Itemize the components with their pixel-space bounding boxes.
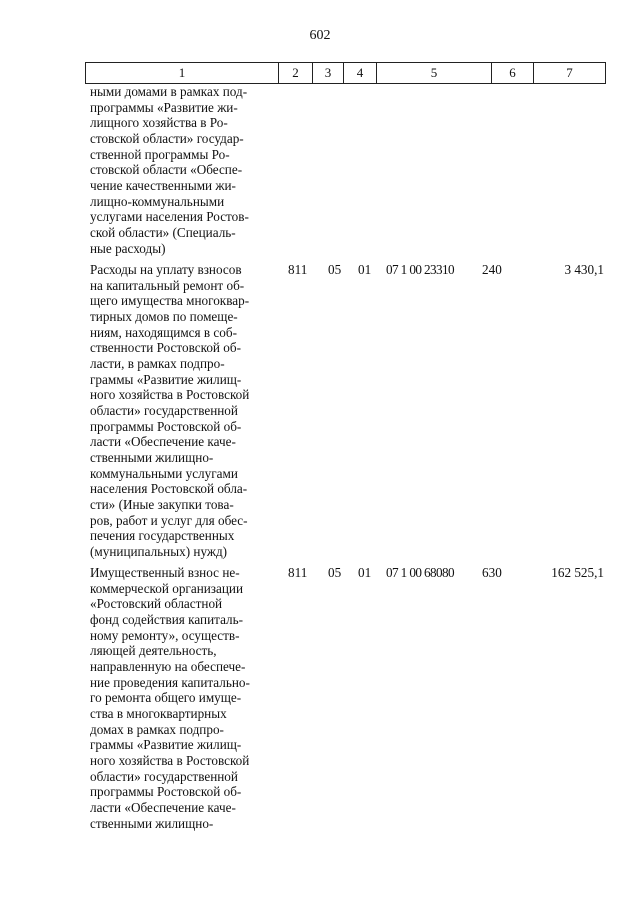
row-amount: 3 430,1 xyxy=(564,262,604,277)
column-header-1: 1 xyxy=(86,63,279,84)
row-subsection-code: 01 xyxy=(358,565,372,580)
column-header-row xyxy=(86,63,606,84)
row-target-article-code: 07 1 00 68080 xyxy=(386,565,455,580)
page-number: 602 xyxy=(309,28,331,43)
column-header-6: 6 xyxy=(492,63,534,84)
row-subsection-code: 01 xyxy=(358,262,372,277)
row-grbs-code: 811 xyxy=(288,262,308,277)
row-expense-type-code: 240 xyxy=(482,262,502,277)
row-description: ными домами в рамках под- программы «Развитие жи- лищного хозяйства в Ро- стовской области» государ- ственной программы Ро- стовской области «Обеспе- чение качественными жи- лищно-коммунальными услугами населения Ростов- ской области» (Специаль- ные расходы) xyxy=(90,84,249,256)
row-target-article-code: 07 1 00 23310 xyxy=(386,262,455,277)
row-grbs-code: 811 xyxy=(288,565,308,580)
row-amount: 162 525,1 xyxy=(551,565,604,580)
column-header-4: 4 xyxy=(344,63,377,84)
column-header-5: 5 xyxy=(377,63,492,84)
column-header-2: 2 xyxy=(279,63,313,84)
row-description: Расходы на уплату взносов на капитальный ремонт об- щего имущества многоквар- тирных домов по помеще- ниям, находящимся в соб- ственности Ростовской об- ласти, в рамках подпро- граммы «Развитие жилищ- ного хозяйства в Ростовской области» государственной программы Ростовской об- ласти «Обеспечение каче- ственными жилищно- коммунальными услугами населения Ростовской обла- сти» (Иные закупки това- ров, работ и услуг для обес- печения государственных (муниципальных) нужд) xyxy=(90,262,250,559)
column-header-table xyxy=(85,62,606,84)
column-header-7: 7 xyxy=(534,63,606,84)
row-expense-type-code: 630 xyxy=(482,565,502,580)
row-section-code: 05 xyxy=(328,565,342,580)
row-description: Имущественный взнос не- коммерческой организации «Ростовский областной фонд содействия капиталь- ному ремонту», осуществ- ляющей деятельность, направленную на обеспече- ние проведения капитально- го ремонта общего имуще- ства в многоквартирных домах в рамках подпро- граммы «Развитие жилищ- ного хозяйства в Ростовской области» государственной программы Ростовской об- ласти «Обеспечение каче- ственными жилищно- xyxy=(90,565,250,831)
row-section-code: 05 xyxy=(328,262,342,277)
column-header-3: 3 xyxy=(313,63,344,84)
